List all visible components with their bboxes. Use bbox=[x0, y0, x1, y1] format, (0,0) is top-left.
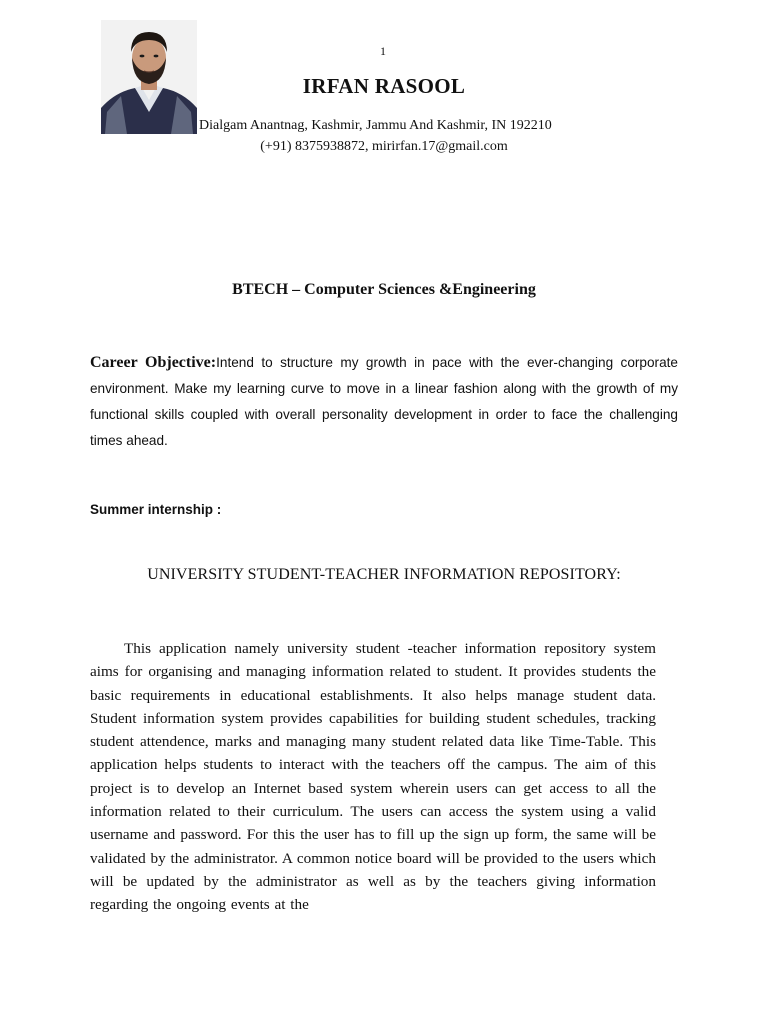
contact-info: (+91) 8375938872, mirirfan.17@gmail.com bbox=[260, 139, 508, 154]
career-objective-text: Intend to structure my growth in pace with the ever-changing corporate environment. Make my learning curve to move in a linear fashion along with the growth of my functional skills coupled with overall personality development in order to face the challenging times ahead. bbox=[90, 355, 678, 448]
candidate-name: IRFAN RASOOL bbox=[302, 74, 466, 98]
degree-heading: BTECH – Computer Sciences &Engineering bbox=[232, 281, 536, 298]
address: Dialgam Anantnag, Kashmir, Jammu And Kashmir, IN 192210 bbox=[199, 118, 552, 133]
page-number: 1 bbox=[380, 44, 386, 58]
career-objective bbox=[90, 350, 678, 454]
project-description: This application namely university student -teacher information repository system aims for organising and managing information related to student. It provides students the basic requirements in educational establishments. It also helps manage student data. Student information system provides capabilities for building student schedules, tracking student attendence, marks and managing many student related data like Time-Table. This application helps students to interact with the teachers off the campus. The aim of this project is to develop an Internet based system wherein users can get access to all the information related to their curriculum. The users can access the system using a valid username and password. For this the user has to fill up the sign up form, the same will be validated by the administrator. A common notice board will be provided to the users which will be updated by the administrator as well as by the teachers giving information regarding the ongoing events at the bbox=[90, 640, 656, 914]
career-objective-label: Career Objective: bbox=[90, 354, 217, 371]
project-title: UNIVERSITY STUDENT-TEACHER INFORMATION REPOSITORY: bbox=[147, 566, 621, 583]
internship-label: Summer internship : bbox=[90, 502, 222, 517]
